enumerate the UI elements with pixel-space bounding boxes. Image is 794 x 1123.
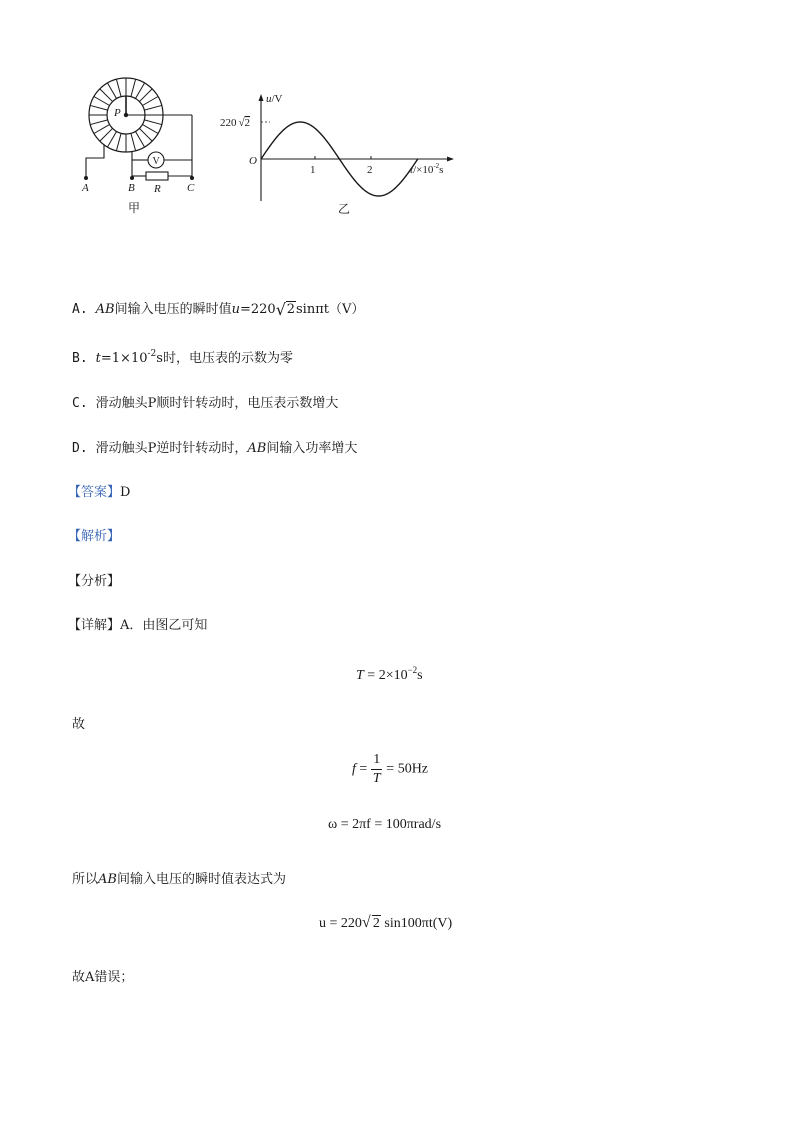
- terminal-A: [84, 176, 88, 180]
- conclusion-line: 故A错误；: [72, 970, 134, 985]
- coil-winding: [100, 128, 113, 141]
- y-axis-label: u/V: [266, 93, 283, 105]
- coil-winding: [94, 125, 110, 134]
- analysis-heading: 【解析】: [68, 529, 121, 544]
- coil-winding: [108, 131, 117, 147]
- origin-label: O: [249, 155, 257, 167]
- coil-winding: [131, 133, 136, 150]
- coil-winding: [94, 97, 110, 106]
- coil-winding: [90, 120, 107, 125]
- formula-voltage: u = 220 √ 2 sin100πt(V): [319, 914, 453, 931]
- x-axis-arrow: [447, 157, 454, 162]
- answer-line: 【答案】D: [68, 485, 131, 500]
- detail-line: 【详解】A．由图乙可知: [68, 618, 208, 633]
- formula-period: $T = 2\times 10^{-2}s$: [356, 665, 423, 683]
- resistor-R: [146, 172, 168, 180]
- xtick-1-label: 1: [310, 164, 316, 176]
- terminal-C: [190, 176, 194, 180]
- y-axis-arrow: [259, 94, 264, 101]
- circuit-figure: [74, 74, 214, 219]
- label-B: B: [128, 182, 135, 194]
- option-B: B. $t=1\times 10^{-2}s$时，电压表的示数为零: [72, 349, 293, 366]
- label-P: P: [114, 107, 121, 119]
- caption-yi: 乙: [338, 202, 351, 216]
- peak-label: 220 √2: [220, 117, 251, 129]
- voltage-chart: [214, 86, 464, 221]
- coil-winding: [136, 83, 145, 99]
- coil-winding: [116, 79, 121, 96]
- coil-winding: [142, 97, 158, 106]
- terminal-B: [130, 176, 134, 180]
- label-R: R: [154, 183, 161, 195]
- formula-omega: ω = 2πf = 100πrad/s: [328, 817, 442, 832]
- option-D: D. 滑动触头P逆时针转动时，AB间输入功率增大: [72, 441, 358, 456]
- coil-winding: [139, 89, 152, 102]
- coil-winding: [139, 128, 152, 141]
- coil-winding: [144, 120, 161, 125]
- coil-winding: [100, 89, 113, 102]
- coil-winding: [136, 131, 145, 147]
- gu-line: 故: [72, 717, 86, 732]
- coil-winding: [131, 79, 136, 96]
- coil-winding: [144, 105, 161, 110]
- x-axis-label: $t/\times 10^{-2}s$: [410, 162, 444, 176]
- sqrt: √ 2: [275, 300, 295, 319]
- coil-winding: [116, 133, 121, 150]
- label-V: V: [152, 156, 160, 167]
- suoyi-line: 所以AB间输入电压的瞬时值表达式为: [72, 872, 286, 887]
- label-A: A: [82, 182, 89, 194]
- xtick-2-label: 2: [367, 164, 373, 176]
- fenxi-heading: 【分析】: [68, 574, 121, 589]
- formula-frequency: f = $\frac{1}{T}$ = 50Hz: [352, 752, 429, 786]
- caption-jia: 甲: [128, 201, 141, 215]
- label-C: C: [187, 182, 195, 194]
- option-A: A. AB间输入电压的瞬时值u=220 √ 2sinπt（V）: [72, 300, 365, 319]
- coil-winding: [108, 83, 117, 99]
- coil-winding: [90, 105, 107, 110]
- option-C: C. 滑动触头P顺时针转动时，电压表示数增大: [72, 396, 339, 411]
- coil-winding: [142, 125, 158, 134]
